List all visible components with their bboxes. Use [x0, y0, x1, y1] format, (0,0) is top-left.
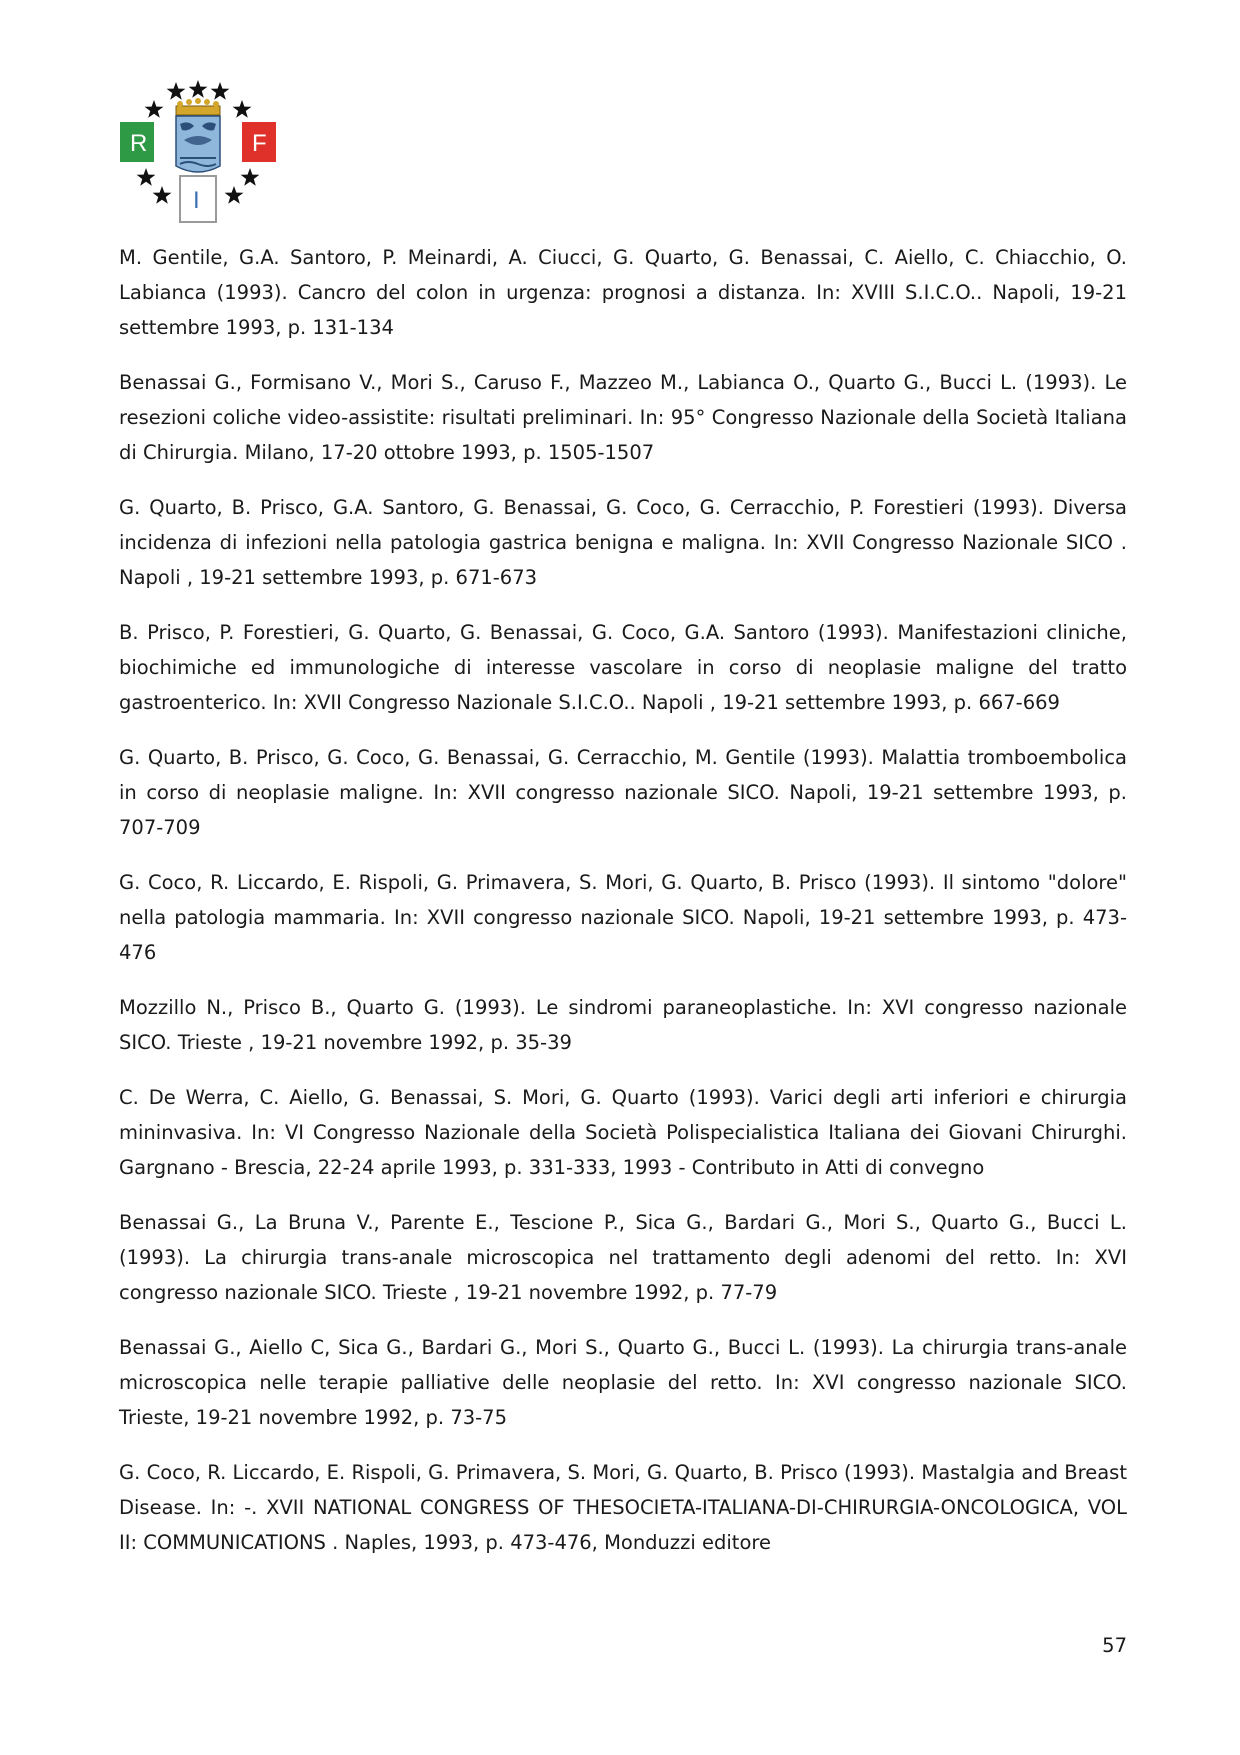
star-icon — [145, 100, 164, 118]
rfi-emblem — [118, 80, 308, 230]
star-icon — [241, 168, 260, 186]
star-icon — [211, 82, 230, 100]
reference-entry: Benassai G., Aiello C, Sica G., Bardari G., Mori S., Quarto G., Bucci L. (1993). La chirurgia trans-anale microscopica nelle terapie palliative delle neoplasie del retto. In: XVI congresso nazionale SICO. Trieste, 19-21 novembre 1992, p. 73-75 — [119, 1336, 1127, 1429]
rfi-logo — [118, 80, 308, 230]
logo-letter-i: I — [193, 187, 200, 214]
star-icon — [137, 168, 156, 186]
star-icon — [225, 186, 244, 204]
reference-entry: G. Quarto, B. Prisco, G. Coco, G. Benassai, G. Cerracchio, M. Gentile (1993). Malattia tromboembolica in corso di neoplasie maligne. In: XVII congresso nazionale SICO. Napoli, 19-21 settembre 1993, p. 707-709 — [119, 746, 1127, 839]
reference-entry: G. Coco, R. Liccardo, E. Rispoli, G. Primavera, S. Mori, G. Quarto, B. Prisco (1993). Il sintomo "dolore" nella patologia mammaria. In: XVII congresso nazionale SICO. Napoli, 19-21 settembre 1993, p. 473-476 — [119, 871, 1127, 964]
shield-icon — [176, 116, 220, 172]
reference-entry: Mozzillo N., Prisco B., Quarto G. (1993). Le sindromi paraneoplastiche. In: XVI congresso nazionale SICO. Trieste , 19-21 novembre 1992, p. 35-39 — [119, 996, 1127, 1054]
logo-letter-r: R — [130, 130, 148, 157]
logo-letter-f: F — [252, 130, 267, 157]
reference-entry: Benassai G., Formisano V., Mori S., Caruso F., Mazzeo M., Labianca O., Quarto G., Bucci L. (1993). Le resezioni coliche video-assistite: risultati preliminari. In: 95° Congresso Nazionale della Società Italiana di Chirurgia. Milano, 17-20 ottobre 1993, p. 1505-1507 — [119, 371, 1127, 464]
reference-entry: B. Prisco, P. Forestieri, G. Quarto, G. Benassai, G. Coco, G.A. Santoro (1993). Manifestazioni cliniche, biochimiche ed immunologiche di interesse vascolare in corso di neoplasie maligne del tratto gastroenterico. In: XVII Congresso Nazionale S.I.C.O.. Napoli , 19-21 settembre 1993, p. 667-669 — [119, 621, 1127, 714]
reference-entry: Benassai G., La Bruna V., Parente E., Tescione P., Sica G., Bardari G., Mori S., Quarto G., Bucci L. (1993). La chirurgia trans-anale microscopica nel trattamento degli adenomi del retto. In: XVI congresso nazionale SICO. Trieste , 19-21 novembre 1992, p. 77-79 — [119, 1211, 1127, 1304]
reference-entry: G. Coco, R. Liccardo, E. Rispoli, G. Primavera, S. Mori, G. Quarto, B. Prisco (1993). Mastalgia and Breast Disease. In: -. XVII NATIONAL CONGRESS OF THESOCIETA-ITALIANA-DI-CHIRURGIA-ONCOLOGICA, VOL II: COMMUNICATIONS . Naples, 1993, p. 473-476, Monduzzi editore — [119, 1461, 1127, 1554]
star-icon — [153, 186, 172, 204]
reference-list — [119, 240, 1127, 1580]
star-icon — [233, 100, 252, 118]
page-number: 57 — [1102, 1634, 1127, 1657]
reference-entry: M. Gentile, G.A. Santoro, P. Meinardi, A. Ciucci, G. Quarto, G. Benassai, C. Aiello, C. Chiacchio, O. Labianca (1993). Cancro del colon in urgenza: prognosi a distanza. In: XVIII S.I.C.O.. Napoli, 19-21 settembre 1993, p. 131-134 — [119, 246, 1127, 339]
star-icon — [167, 82, 186, 100]
crown-icon — [176, 98, 220, 115]
reference-entry: G. Quarto, B. Prisco, G.A. Santoro, G. Benassai, G. Coco, G. Cerracchio, P. Forestieri (1993). Diversa incidenza di infezioni nella patologia gastrica benigna e maligna. In: XVII Congresso Nazionale SICO . Napoli , 19-21 settembre 1993, p. 671-673 — [119, 496, 1127, 589]
reference-entry: C. De Werra, C. Aiello, G. Benassai, S. Mori, G. Quarto (1993). Varici degli arti inferiori e chirurgia mininvasiva. In: VI Congresso Nazionale della Società Polispecialistica Italiana dei Giovani Chirurghi. Gargnano - Brescia, 22-24 aprile 1993, p. 331-333, 1993 - Contributo in Atti di convegno — [119, 1086, 1127, 1179]
star-icon — [189, 80, 208, 98]
